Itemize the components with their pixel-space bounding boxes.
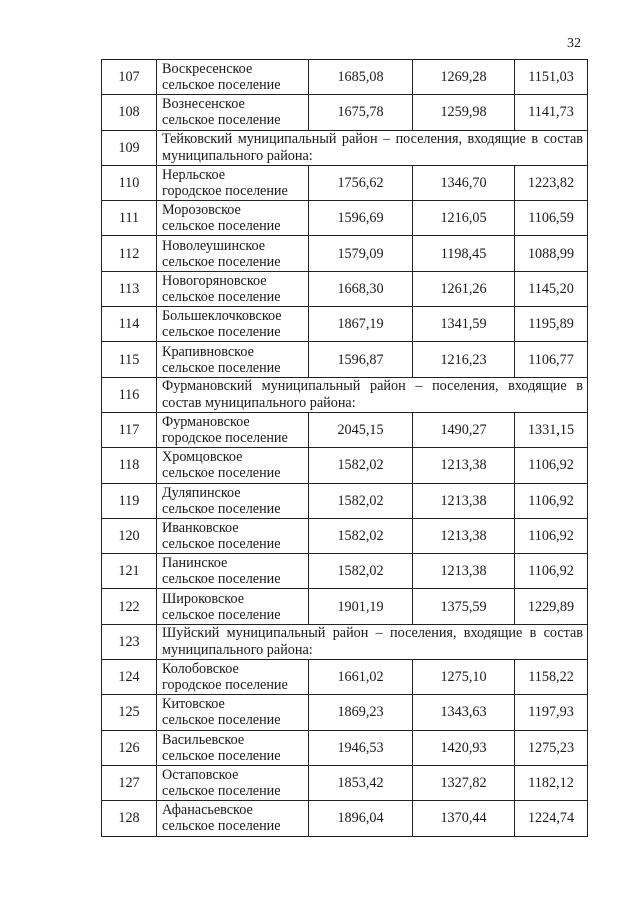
row-number: 120 [102, 518, 157, 553]
settlement-name-line1: Фурмановское [162, 414, 250, 431]
table-row [102, 60, 588, 95]
row-number: 128 [102, 801, 157, 836]
row-number: 127 [102, 765, 157, 800]
value-col-2: 1198,45 [413, 236, 515, 271]
value-col-1: 1853,42 [309, 765, 413, 800]
value-col-1: 1896,04 [309, 801, 413, 836]
table-row [102, 412, 588, 447]
settlement-name [157, 307, 309, 342]
settlement-name-line1: Хромцовское [162, 449, 243, 466]
settlement-name [157, 765, 309, 800]
value-col-1: 1582,02 [309, 448, 413, 483]
value-col-3: 1088,99 [515, 236, 588, 271]
table-row [102, 518, 588, 553]
value-col-1: 1756,62 [309, 165, 413, 200]
settlement-name [157, 483, 309, 518]
settlement-name-line1: Большеклочковское [162, 308, 282, 325]
table-row [102, 801, 588, 836]
value-col-1: 1867,19 [309, 307, 413, 342]
table-row [102, 271, 588, 306]
value-col-3: 1106,92 [515, 483, 588, 518]
table-row [102, 95, 588, 130]
settlement-type-line2: сельское поселение [162, 606, 281, 623]
row-number: 112 [102, 236, 157, 271]
table-row [102, 554, 588, 589]
settlement-type-line2: сельское поселение [162, 324, 281, 341]
settlement-name [157, 518, 309, 553]
value-col-3: 1106,77 [515, 342, 588, 377]
settlement-type-line2: городское поселение [162, 430, 288, 447]
settlement-type-line2: городское поселение [162, 183, 288, 200]
value-col-2: 1343,63 [413, 695, 515, 730]
value-col-1: 1901,19 [309, 589, 413, 624]
settlement-name-line1: Морозовское [162, 202, 241, 219]
value-col-1: 1596,69 [309, 201, 413, 236]
settlement-type-line2: сельское поселение [162, 112, 281, 129]
row-number: 114 [102, 307, 157, 342]
settlement-name [157, 589, 309, 624]
value-col-1: 1869,23 [309, 695, 413, 730]
table-row [102, 765, 588, 800]
value-col-3: 1331,15 [515, 412, 588, 447]
settlement-name [157, 236, 309, 271]
value-col-1: 1661,02 [309, 660, 413, 695]
settlement-type-line2: сельское поселение [162, 465, 281, 482]
settlement-name [157, 730, 309, 765]
settlements-table [101, 59, 588, 837]
settlement-name-line1: Васильевское [162, 731, 245, 748]
value-col-1: 1582,02 [309, 554, 413, 589]
district-heading: Тейковский муниципальный район – поселения, входящие в состав муниципального района: [157, 130, 588, 165]
value-col-2: 1259,98 [413, 95, 515, 130]
value-col-1: 1582,02 [309, 518, 413, 553]
settlement-name-line1: Колобовское [162, 661, 239, 678]
value-col-1: 1946,53 [309, 730, 413, 765]
value-col-1: 1685,08 [309, 60, 413, 95]
settlement-type-line2: сельское поселение [162, 818, 281, 835]
value-col-3: 1182,12 [515, 765, 588, 800]
table-row [102, 730, 588, 765]
row-number: 111 [102, 201, 157, 236]
settlement-type-line2: сельское поселение [162, 288, 281, 305]
settlement-name-line1: Воскресенское [162, 61, 253, 78]
value-col-2: 1420,93 [413, 730, 515, 765]
value-col-1: 1668,30 [309, 271, 413, 306]
table-row [102, 165, 588, 200]
value-col-1: 1582,02 [309, 483, 413, 518]
value-col-1: 1579,09 [309, 236, 413, 271]
table-row [102, 660, 588, 695]
settlement-name-line1: Афанасьевское [162, 802, 253, 819]
value-col-3: 1106,92 [515, 448, 588, 483]
settlement-name [157, 660, 309, 695]
row-number: 110 [102, 165, 157, 200]
row-number: 113 [102, 271, 157, 306]
row-number: 122 [102, 589, 157, 624]
value-col-2: 1375,59 [413, 589, 515, 624]
row-number: 119 [102, 483, 157, 518]
settlement-name-line1: Китовское [162, 696, 225, 713]
table-row [102, 236, 588, 271]
settlement-name [157, 448, 309, 483]
settlement-name [157, 165, 309, 200]
row-number: 125 [102, 695, 157, 730]
value-col-2: 1216,23 [413, 342, 515, 377]
value-col-2: 1213,38 [413, 518, 515, 553]
value-col-3: 1197,93 [515, 695, 588, 730]
settlement-type-line2: сельское поселение [162, 536, 281, 552]
value-col-3: 1106,59 [515, 201, 588, 236]
group-header-row [102, 377, 588, 412]
value-col-2: 1341,59 [413, 307, 515, 342]
value-col-3: 1224,74 [515, 801, 588, 836]
value-col-2: 1327,82 [413, 765, 515, 800]
row-number: 108 [102, 95, 157, 130]
row-number: 124 [102, 660, 157, 695]
value-col-3: 1158,22 [515, 660, 588, 695]
value-col-3: 1106,92 [515, 518, 588, 553]
value-col-2: 1213,38 [413, 554, 515, 589]
value-col-1: 1596,87 [309, 342, 413, 377]
settlement-name-line1: Дуляпинское [162, 484, 241, 501]
settlement-type-line2: сельское поселение [162, 77, 281, 94]
table-row [102, 448, 588, 483]
settlement-name [157, 201, 309, 236]
value-col-3: 1106,92 [515, 554, 588, 589]
settlement-name [157, 95, 309, 130]
value-col-1: 2045,15 [309, 412, 413, 447]
row-number: 123 [102, 624, 157, 659]
value-col-2: 1261,26 [413, 271, 515, 306]
row-number: 117 [102, 412, 157, 447]
value-col-2: 1275,10 [413, 660, 515, 695]
settlement-name [157, 554, 309, 589]
settlement-name [157, 60, 309, 95]
group-header-row [102, 624, 588, 659]
settlement-name [157, 342, 309, 377]
table-row [102, 695, 588, 730]
settlement-type-line2: сельское поселение [162, 218, 281, 235]
settlement-name-line1: Новолеушинское [162, 237, 266, 254]
row-number: 107 [102, 60, 157, 95]
value-col-2: 1216,05 [413, 201, 515, 236]
settlement-name-line1: Новогоряновское [162, 272, 267, 289]
settlement-name [157, 695, 309, 730]
row-number: 115 [102, 342, 157, 377]
settlement-type-line2: сельское поселение [162, 747, 281, 764]
row-number: 126 [102, 730, 157, 765]
value-col-3: 1145,20 [515, 271, 588, 306]
table-row [102, 201, 588, 236]
settlement-name-line1: Панинское [162, 555, 228, 572]
settlement-name [157, 412, 309, 447]
value-col-2: 1213,38 [413, 483, 515, 518]
settlement-name-line1: Иванковское [162, 520, 239, 536]
settlement-name [157, 271, 309, 306]
table-row [102, 307, 588, 342]
row-number: 118 [102, 448, 157, 483]
row-number: 116 [102, 377, 157, 412]
table-body [102, 60, 588, 837]
settlement-type-line2: городское поселение [162, 677, 288, 694]
value-col-3: 1195,89 [515, 307, 588, 342]
settlement-name-line1: Вознесенское [162, 96, 245, 113]
value-col-2: 1269,28 [413, 60, 515, 95]
table-row [102, 589, 588, 624]
settlement-type-line2: сельское поселение [162, 783, 281, 800]
row-number: 109 [102, 130, 157, 165]
settlement-type-line2: сельское поселение [162, 500, 281, 517]
row-number: 121 [102, 554, 157, 589]
value-col-2: 1213,38 [413, 448, 515, 483]
value-col-2: 1370,44 [413, 801, 515, 836]
value-col-3: 1229,89 [515, 589, 588, 624]
settlement-name-line1: Остаповское [162, 767, 239, 784]
value-col-3: 1141,73 [515, 95, 588, 130]
settlement-name-line1: Нерльское [162, 167, 226, 184]
page-number: 32 [567, 36, 581, 51]
value-col-1: 1675,78 [309, 95, 413, 130]
settlement-type-line2: сельское поселение [162, 359, 281, 376]
table-row [102, 483, 588, 518]
settlement-name [157, 801, 309, 836]
district-heading: Фурмановский муниципальный район – поселения, входящие в состав муниципального района: [157, 377, 588, 412]
value-col-2: 1490,27 [413, 412, 515, 447]
value-col-3: 1275,23 [515, 730, 588, 765]
settlement-type-line2: сельское поселение [162, 253, 281, 270]
value-col-2: 1346,70 [413, 165, 515, 200]
value-col-3: 1223,82 [515, 165, 588, 200]
settlement-name-line1: Крапивновское [162, 343, 254, 360]
table-row [102, 342, 588, 377]
settlement-type-line2: сельское поселение [162, 571, 281, 588]
settlement-type-line2: сельское поселение [162, 712, 281, 729]
district-heading: Шуйский муниципальный район – поселения, входящие в состав муниципального района: [157, 624, 588, 659]
group-header-row [102, 130, 588, 165]
settlement-name-line1: Широковское [162, 590, 245, 607]
value-col-3: 1151,03 [515, 60, 588, 95]
